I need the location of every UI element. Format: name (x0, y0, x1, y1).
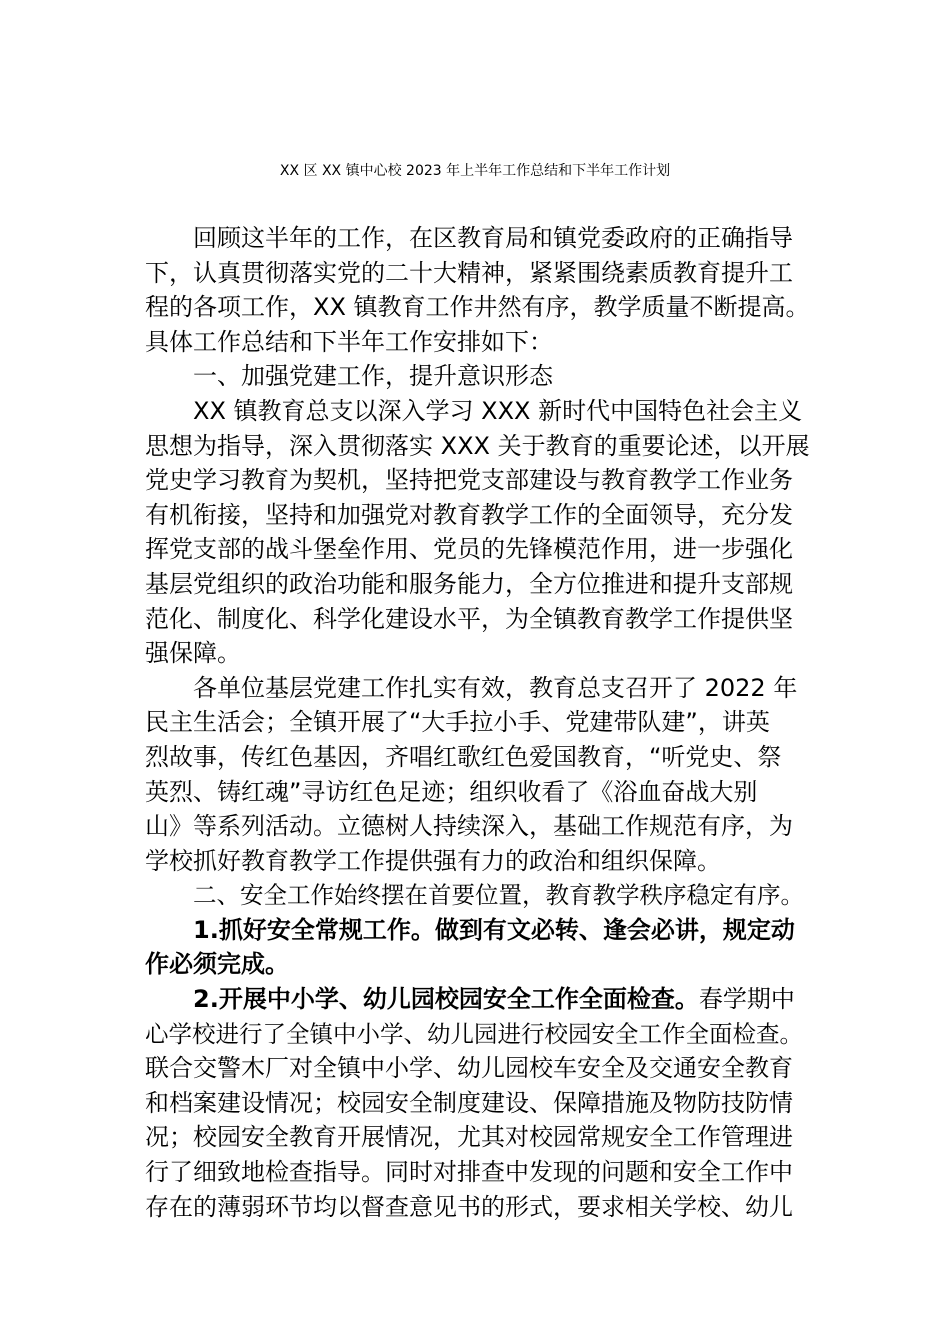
text-line: 具体工作总结和下半年工作安排如下： (145, 327, 553, 356)
text-line: 存在的薄弱环节均以督查意见书的形式，要求相关学校、幼儿 (145, 1192, 793, 1221)
text-line: 范化、制度化、科学化建设水平，为全镇教育教学工作提供坚 (145, 604, 793, 633)
text-line: 程的各项工作，XX 镇教育工作井然有序，教学质量不断提高。 (145, 293, 810, 322)
text-line: 联合交警木厂对全镇中小学、幼儿园校车安全及交通安全教育 (145, 1054, 793, 1083)
document-title: XX 区 XX 镇中心校 2023 年上半年工作总结和下半年工作计划 (279, 163, 671, 179)
text-line: 山》等系列活动。立德树人持续深入，基础工作规范有序，为 (145, 812, 793, 841)
document-body (145, 221, 815, 1224)
text-line: 况；校园安全教育开展情况，尤其对校园常规安全工作管理进 (145, 1123, 793, 1152)
text-line: 回顾这半年的工作，在区教育局和镇党委政府的正确指导 (193, 224, 793, 252)
text-line: 学校抓好教育教学工作提供强有力的政治和组织保障。 (145, 846, 721, 875)
text-line: XX 镇教育总支以深入学习 XXX 新时代中国特色社会主义 (193, 396, 803, 425)
text-line: 二、安全工作始终摆在首要位置，教育教学秩序稳定有序。 (193, 881, 804, 910)
bold-heading-text: 2.开展中小学、幼儿园校园安全工作全面检查。 (193, 985, 699, 1014)
text-line: 行了细致地检查指导。同时对排查中发现的问题和安全工作中 (145, 1158, 793, 1187)
text-line: 思想为指导，深入贯彻落实 XXX 关于教育的重要论述，以开展 (145, 431, 810, 460)
text-line: 作必须完成。 (145, 950, 289, 979)
text-line: 各单位基层党建工作扎实有效，教育总支召开了 2022 年 (193, 673, 798, 702)
text-line: 基层党组织的政治功能和服务能力，全方位推进和提升支部规 (145, 569, 793, 598)
text-line: 党史学习教育为契机，坚持把党支部建设与教育教学工作业务 (145, 466, 793, 495)
text-line: 英烈、铸红魂”寻访红色足迹；组织收看了《浴血奋战大别 (145, 777, 758, 806)
text-line: 有机衔接，坚持和加强党对教育教学工作的全面领导，充分发 (145, 500, 793, 529)
text-line: 心学校进行了全镇中小学、幼儿园进行校园安全工作全面检查。 (145, 1019, 803, 1048)
text-line: 下，认真贯彻落实党的二十大精神，紧紧围绕素质教育提升工 (145, 258, 793, 287)
text-span: 春学期中 (698, 985, 795, 1014)
text-line: 强保障。 (145, 639, 241, 668)
text-line: 民主生活会；全镇开展了“大手拉小手、党建带队建”，讲英 (145, 708, 770, 737)
text-line: 一、加强党建工作，提升意识形态 (193, 362, 553, 391)
text-line: 烈故事，传红色基因，齐唱红歌红色爱国教育，“听党史、祭 (145, 742, 782, 771)
text-line: 和档案建设情况；校园安全制度建设、保障措施及物防技防情 (145, 1088, 793, 1117)
text-line: 1.抓好安全常规工作。做到有文必转、逢会必讲，规定动 (193, 915, 795, 944)
text-line (145, 982, 815, 1017)
text-line: 挥党支部的战斗堡垒作用、党员的先锋模范作用，进一步强化 (145, 535, 793, 564)
